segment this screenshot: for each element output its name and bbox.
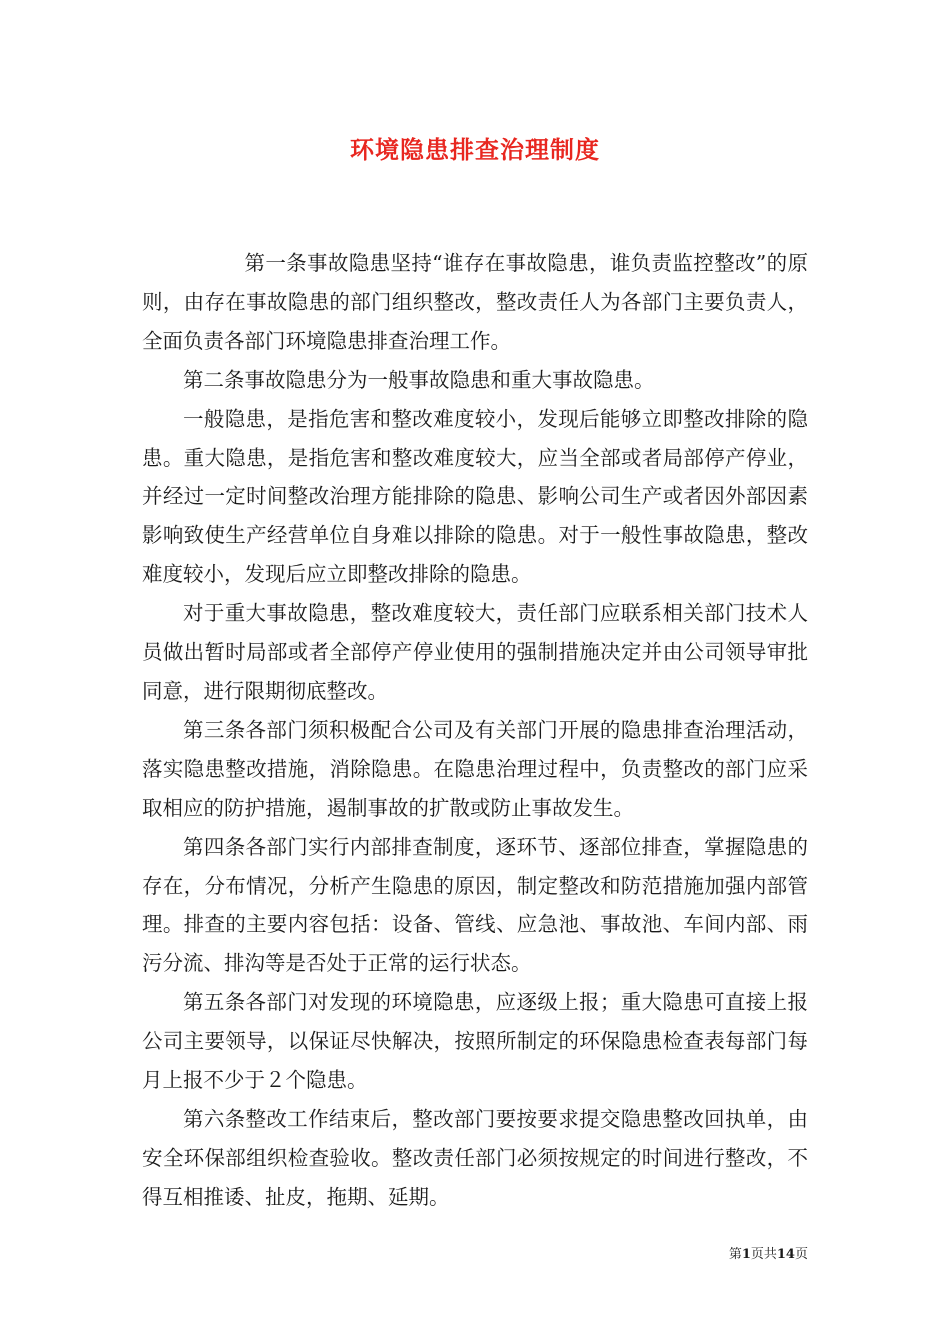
paragraph-article-6: 第六条整改工作结束后，整改部门要按要求提交隐患整改回执单，由安全环保部组织检查验收。整改责任部门必须按规定的时间进行整改，不得互相推诿、扯皮，拖期、延期。 <box>142 1106 808 1209</box>
paragraph-major-hazard: 对于重大事故隐患，整改难度较大，责任部门应联系相关部门技术人员做出暂时局部或者全部停产停业使用的强制措施决定并由公司领导审批同意，进行限期彻底整改。 <box>142 601 808 703</box>
document-body <box>142 244 808 1217</box>
footer-prefix: 第 <box>728 1247 742 1262</box>
paragraph-article-1: 第一条事故隐患坚持“谁存在事故隐患，谁负责监控整改”的原则，由存在事故隐患的部门组织整改，整改责任人为各部门主要负责人，全面负责各部门环境隐患排查治理工作。 <box>142 251 808 353</box>
footer-middle: 页共 <box>750 1247 777 1262</box>
paragraph-general-hazard: 一般隐患，是指危害和整改难度较小，发现后能够立即整改排除的隐患。重大隐患，是指危害和整改难度较大，应当全部或者局部停产停业，并经过一定时间整改治理方能排除的隐患、影响公司生产或者因外部因素影响致使生产经营单位自身难以排除的隐患。对于一般性事故隐患，整改难度较小，发现后应立即整改排除的隐患。 <box>142 406 808 587</box>
footer-suffix: 页 <box>794 1247 808 1262</box>
paragraph-article-3: 第三条各部门须积极配合公司及有关部门开展的隐患排查治理活动，落实隐患整改措施，消除隐患。在隐患治理过程中，负责整改的部门应采取相应的防护措施，遏制事故的扩散或防止事故发生。 <box>142 717 808 820</box>
paragraph-article-4: 第四条各部门实行内部排查制度，逐环节、逐部位排查，掌握隐患的存在，分布情况，分析产生隐患的原因，制定整改和防范措施加强内部管理。排查的主要内容包括：设备、管线、应急池、事故池、车间内部、雨污分流、排沟等是否处于正常的运行状态。 <box>142 834 808 976</box>
paragraph-article-5: 第五条各部门对发现的环境隐患，应逐级上报；重大隐患可直接上报公司主要领导，以保证尽快解决，按照所制定的环保隐患检查表每部门每月上报不少于２个隐患。 <box>142 990 808 1093</box>
document-title: 环境隐患排查治理制度 <box>350 135 600 164</box>
paragraph-article-2: 第二条事故隐患分为一般事故隐患和重大事故隐患。 <box>183 367 655 392</box>
page-number-footer <box>729 1246 808 1264</box>
footer-total-pages: 14 <box>776 1247 795 1262</box>
footer-current-page: 1 <box>741 1247 751 1262</box>
